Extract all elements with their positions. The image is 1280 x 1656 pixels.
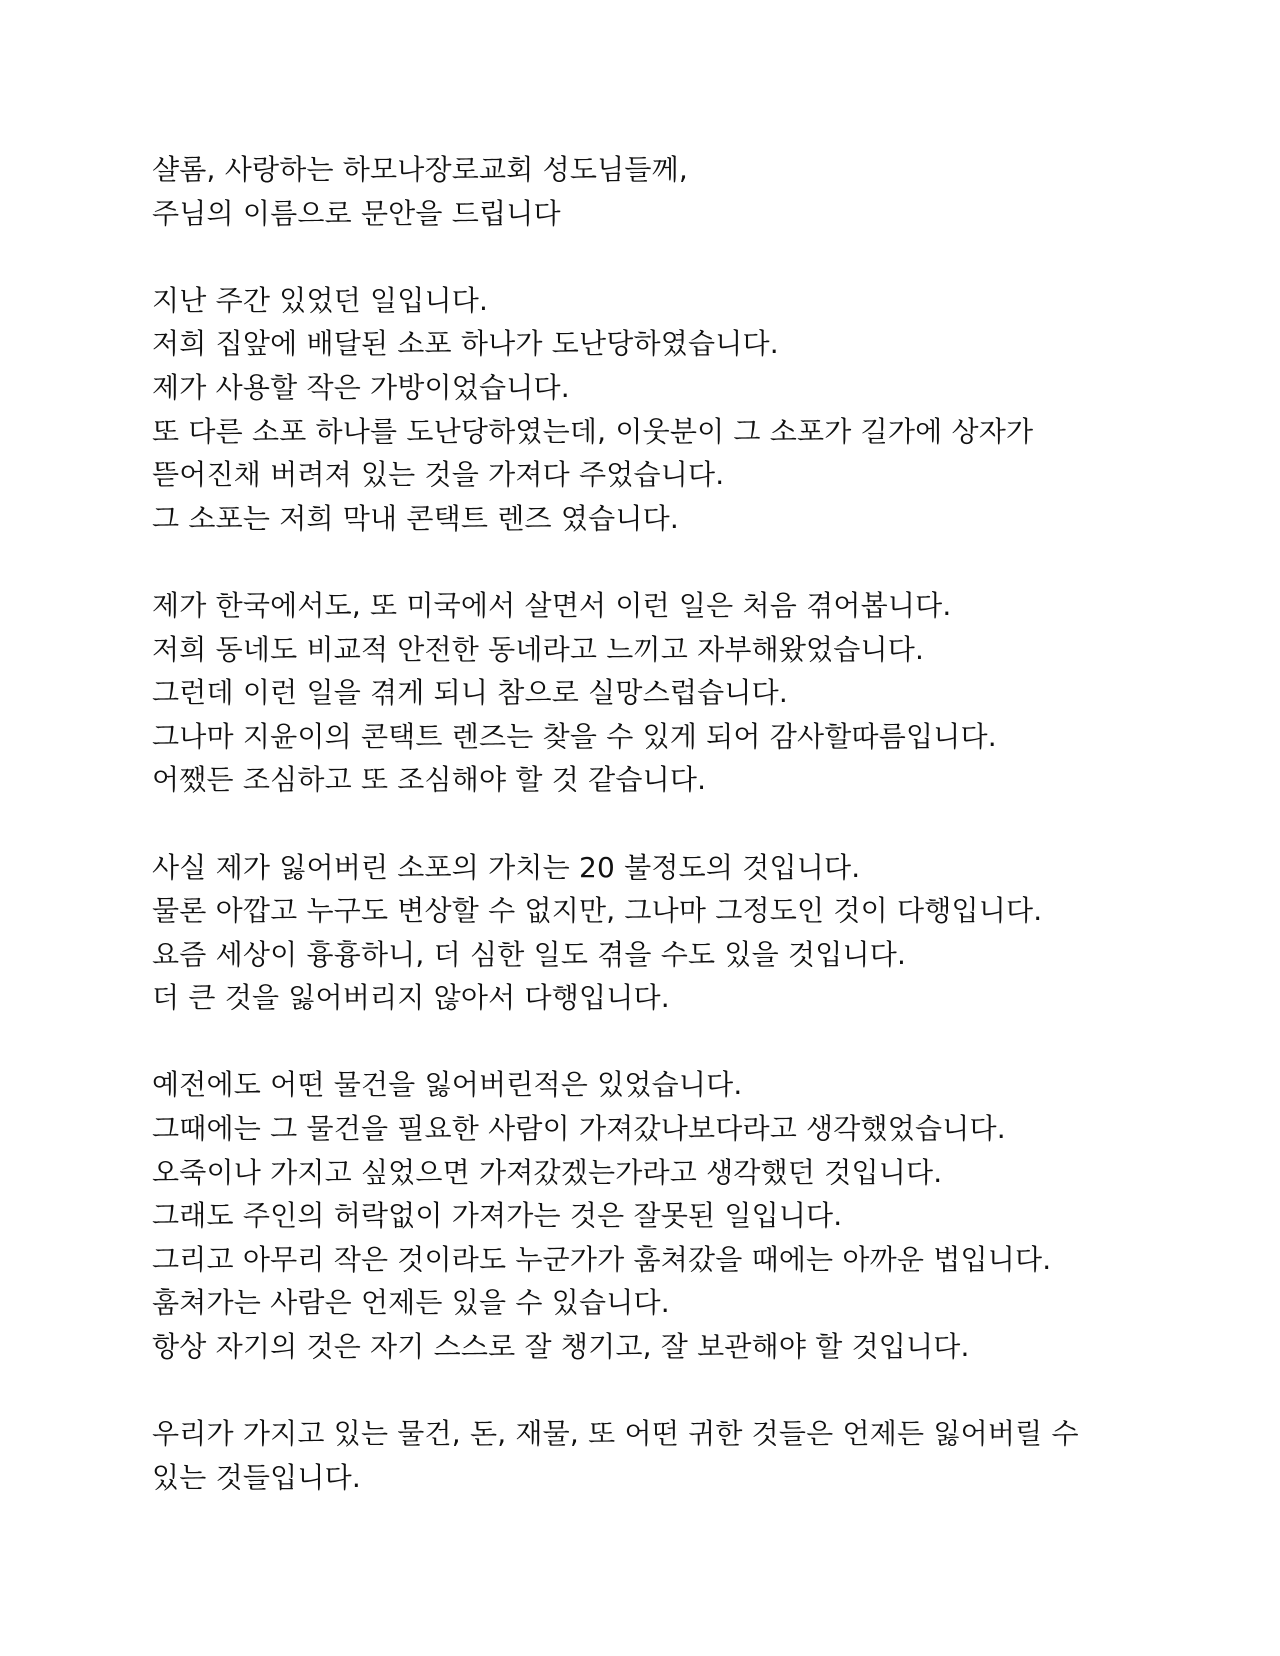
text-line: 그때에는 그 물건을 필요한 사람이 가져갔나보다라고 생각했었습니다. xyxy=(152,1112,1006,1146)
text-line: 우리가 가지고 있는 물건, 돈, 재물, 또 어떤 귀한 것들은 언제든 잃어버릴 수 xyxy=(152,1417,1079,1451)
text-line: 그런데 이런 일을 겪게 되니 참으로 실망스럽습니다. xyxy=(152,676,788,710)
text-line: 물론 아깝고 누구도 변상할 수 없지만, 그나마 그정도인 것이 다행입니다. xyxy=(152,894,1043,928)
text-line: 사실 제가 잃어버린 소포의 가치는 20 불정도의 것입니다. xyxy=(152,850,861,884)
text-line: 어쨌든 조심하고 또 조심해야 할 것 같습니다. xyxy=(152,763,707,797)
text-line: 그래도 주인의 허락없이 가져가는 것은 잘못된 일입니다. xyxy=(152,1199,843,1233)
paragraph-reflection xyxy=(152,584,1152,802)
text-line: 저희 집앞에 배달된 소포 하나가 도난당하였습니다. xyxy=(152,327,779,361)
text-line: 그나마 지윤이의 콘택트 렌즈는 찾을 수 있게 되어 감사할따름입니다. xyxy=(152,719,997,753)
paragraph-possessions xyxy=(152,1412,1152,1499)
text-line: 훔쳐가는 사람은 언제든 있을 수 있습니다. xyxy=(152,1286,670,1320)
text-line: 오죽이나 가지고 싶었으면 가져갔겠는가라고 생각했던 것입니다. xyxy=(152,1155,943,1189)
text-line: 그리고 아무리 작은 것이라도 누군가가 훔쳐갔을 때에는 아까운 법입니다. xyxy=(152,1242,1052,1276)
text-line: 주님의 이름으로 문안을 드립니다 xyxy=(152,196,561,230)
text-line: 더 큰 것을 잃어버리지 않아서 다행입니다. xyxy=(152,981,670,1015)
text-line: 항상 자기의 것은 자기 스스로 잘 챙기고, 잘 보관해야 할 것입니다. xyxy=(152,1330,970,1364)
paragraph-incident xyxy=(152,279,1152,541)
text-line: 요즘 세상이 흉흉하니, 더 심한 일도 겪을 수도 있을 것입니다. xyxy=(152,937,907,971)
paragraph-past xyxy=(152,1063,1152,1368)
text-line: 있는 것들입니다. xyxy=(152,1460,361,1494)
letter-body xyxy=(152,148,1152,1499)
text-line: 제가 한국에서도, 또 미국에서 살면서 이런 일은 처음 겪어봅니다. xyxy=(152,588,952,622)
text-line: 뜯어진채 버려져 있는 것을 가져다 주었습니다. xyxy=(152,458,725,492)
text-line: 샬롬, 사랑하는 하모나장로교회 성도님들께, xyxy=(152,153,688,186)
paragraph-greeting xyxy=(152,148,1152,235)
text-line: 예전에도 어떤 물건을 잃어버린적은 있었습니다. xyxy=(152,1068,743,1102)
text-line: 또 다른 소포 하나를 도난당하였는데, 이웃분이 그 소포가 길가에 상자가 xyxy=(152,414,1034,448)
text-line: 저희 동네도 비교적 안전한 동네라고 느끼고 자부해왔었습니다. xyxy=(152,632,925,666)
paragraph-value xyxy=(152,846,1152,1020)
text-line: 그 소포는 저희 막내 콘택트 렌즈 였습니다. xyxy=(152,501,679,535)
text-line: 제가 사용할 작은 가방이었습니다. xyxy=(152,370,570,404)
text-line: 지난 주간 있었던 일입니다. xyxy=(152,283,489,317)
